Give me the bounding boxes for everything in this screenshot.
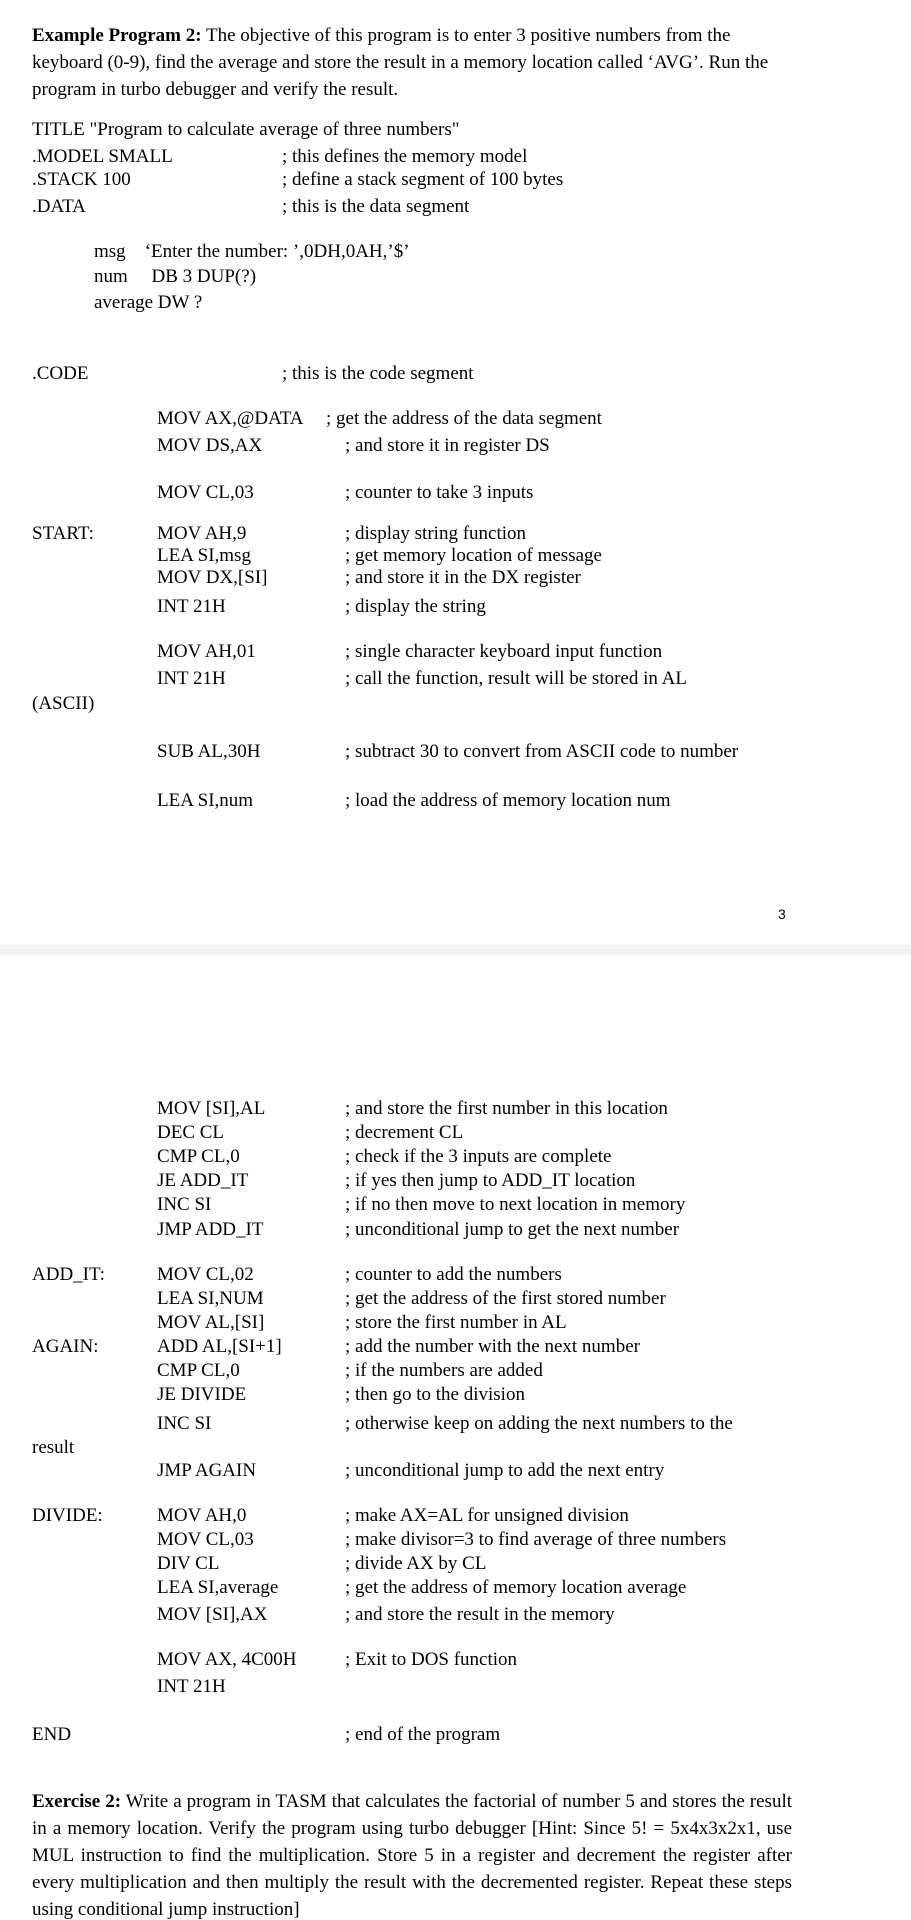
code-line: MOV [SI],AX xyxy=(157,1604,268,1625)
code-line: DEC CL xyxy=(157,1122,225,1143)
code-line: LEA SI,msg xyxy=(157,545,251,566)
code-line: CMP CL,0 xyxy=(157,1146,240,1167)
example-text: The objective of this program is to enter 3 positive numbers from the keyboard (0-9), find the average and store the result in a memory location called ‘AVG’. Run the program in turbo debugger and verify the result. xyxy=(32,25,769,100)
code-line: LEA SI,num xyxy=(157,790,254,811)
label-ascii: (ASCII) xyxy=(32,693,95,714)
example-heading: Example Program 2: xyxy=(32,25,202,46)
code-comment: ; make divisor=3 to find average of three numbers xyxy=(345,1529,727,1550)
code-line: MOV AL,[SI] xyxy=(157,1312,265,1333)
exercise-paragraph xyxy=(32,1788,792,1920)
code-directive-comment: ; this is the code segment xyxy=(282,363,474,384)
model-comment: ; this defines the memory model xyxy=(282,146,528,167)
code-comment: ; unconditional jump to get the next number xyxy=(345,1219,680,1240)
code-comment: ; subtract 30 to convert from ASCII code to number xyxy=(345,741,739,762)
code-comment: ; single character keyboard input function xyxy=(345,641,663,662)
code-line: LEA SI,NUM xyxy=(157,1288,264,1309)
code-line: MOV DX,[SI] xyxy=(157,567,268,588)
code-line: LEA SI,average xyxy=(157,1577,279,1598)
data-line-average: average DW ? xyxy=(94,292,203,313)
label-start: START: xyxy=(32,523,94,544)
data-comment: ; this is the data segment xyxy=(282,196,470,217)
code-line: INT 21H xyxy=(157,668,226,689)
code-comment: ; add the number with the next number xyxy=(345,1336,640,1357)
code-comment: ; and store it in the DX register xyxy=(345,567,581,588)
code-line: INT 21H xyxy=(157,1676,226,1697)
code-line: MOV AH,9 xyxy=(157,523,247,544)
code-line: INT 21H xyxy=(157,596,226,617)
code-comment: ; counter to add the numbers xyxy=(345,1264,562,1285)
code-comment: ; get the address of memory location average xyxy=(345,1577,687,1598)
code-comment: ; call the function, result will be stored in AL xyxy=(345,668,687,689)
data-line-num: num DB 3 DUP(?) xyxy=(94,266,257,287)
label-add-it: ADD_IT: xyxy=(32,1264,105,1285)
label-result: result xyxy=(32,1437,75,1458)
code-comment: ; make AX=AL for unsigned division xyxy=(345,1505,629,1526)
code-comment: ; then go to the division xyxy=(345,1384,525,1405)
code-line: JMP ADD_IT xyxy=(157,1219,264,1240)
code-comment: ; get the address of the first stored number xyxy=(345,1288,666,1309)
code-line: MOV AX, 4C00H xyxy=(157,1649,297,1670)
code-comment: ; Exit to DOS function xyxy=(345,1649,518,1670)
code-line: DIV CL xyxy=(157,1553,220,1574)
code-comment: ; divide AX by CL xyxy=(345,1553,487,1574)
end-directive: END xyxy=(32,1724,72,1745)
code-line: CMP CL,0 xyxy=(157,1360,240,1381)
code-comment: ; get the address of the data segment xyxy=(326,408,602,429)
code-line: JE ADD_IT xyxy=(157,1170,249,1191)
code-comment: ; if yes then jump to ADD_IT location xyxy=(345,1170,636,1191)
code-comment: ; and store it in register DS xyxy=(345,435,550,456)
example-paragraph xyxy=(32,22,792,103)
code-line: SUB AL,30H xyxy=(157,741,261,762)
code-line: MOV [SI],AL xyxy=(157,1098,266,1119)
code-line: MOV CL,03 xyxy=(157,1529,254,1550)
data-directive: .DATA xyxy=(32,196,86,217)
code-comment: ; counter to take 3 inputs xyxy=(345,482,534,503)
code-comment: ; get memory location of message xyxy=(345,545,602,566)
code-line: INC SI xyxy=(157,1194,212,1215)
exercise-heading: Exercise 2: xyxy=(32,1791,122,1812)
code-line: JE DIVIDE xyxy=(157,1384,247,1405)
exercise-text: Write a program in TASM that calculates the factorial of number 5 and stores the result in a memory location. Verify the program using turbo debugger [Hint: Since 5! = 5x4x3x2x1, use MUL instruction to find the multiplication. Store 5 in a register and decrement the register after every multiplication and then multiply the result with the decremented register. Repeat these steps using conditional jump instruction] xyxy=(32,1791,792,1920)
stack-comment: ; define a stack segment of 100 bytes xyxy=(282,169,564,190)
model-directive: .MODEL SMALL xyxy=(32,146,173,167)
code-line: INC SI xyxy=(157,1413,212,1434)
page-break xyxy=(0,945,911,955)
code-line: MOV AH,0 xyxy=(157,1505,247,1526)
code-comment: ; otherwise keep on adding the next numbers to the xyxy=(345,1413,733,1434)
code-comment: ; if the numbers are added xyxy=(345,1360,543,1381)
code-comment: ; decrement CL xyxy=(345,1122,464,1143)
end-comment: ; end of the program xyxy=(345,1724,501,1745)
title-line: TITLE "Program to calculate average of three numbers" xyxy=(32,119,460,140)
code-line: ADD AL,[SI+1] xyxy=(157,1336,282,1357)
code-comment: ; if no then move to next location in memory xyxy=(345,1194,686,1215)
code-directive: .CODE xyxy=(32,363,89,384)
code-comment: ; unconditional jump to add the next entry xyxy=(345,1460,665,1481)
code-comment: ; and store the first number in this location xyxy=(345,1098,668,1119)
code-line: MOV AX,@DATA xyxy=(157,408,304,429)
code-comment: ; check if the 3 inputs are complete xyxy=(345,1146,612,1167)
code-comment: ; and store the result in the memory xyxy=(345,1604,615,1625)
data-line-msg: msg ‘Enter the number: ’,0DH,0AH,’$’ xyxy=(94,241,410,262)
code-line: MOV AH,01 xyxy=(157,641,256,662)
code-line: JMP AGAIN xyxy=(157,1460,257,1481)
page-number: 3 xyxy=(778,906,786,922)
code-line: MOV CL,02 xyxy=(157,1264,254,1285)
code-comment: ; display string function xyxy=(345,523,527,544)
label-divide: DIVIDE: xyxy=(32,1505,103,1526)
code-comment: ; store the first number in AL xyxy=(345,1312,567,1333)
code-line: MOV CL,03 xyxy=(157,482,254,503)
code-line: MOV DS,AX xyxy=(157,435,263,456)
stack-directive: .STACK 100 xyxy=(32,169,131,190)
label-again: AGAIN: xyxy=(32,1336,99,1357)
code-comment: ; load the address of memory location num xyxy=(345,790,671,811)
code-comment: ; display the string xyxy=(345,596,486,617)
